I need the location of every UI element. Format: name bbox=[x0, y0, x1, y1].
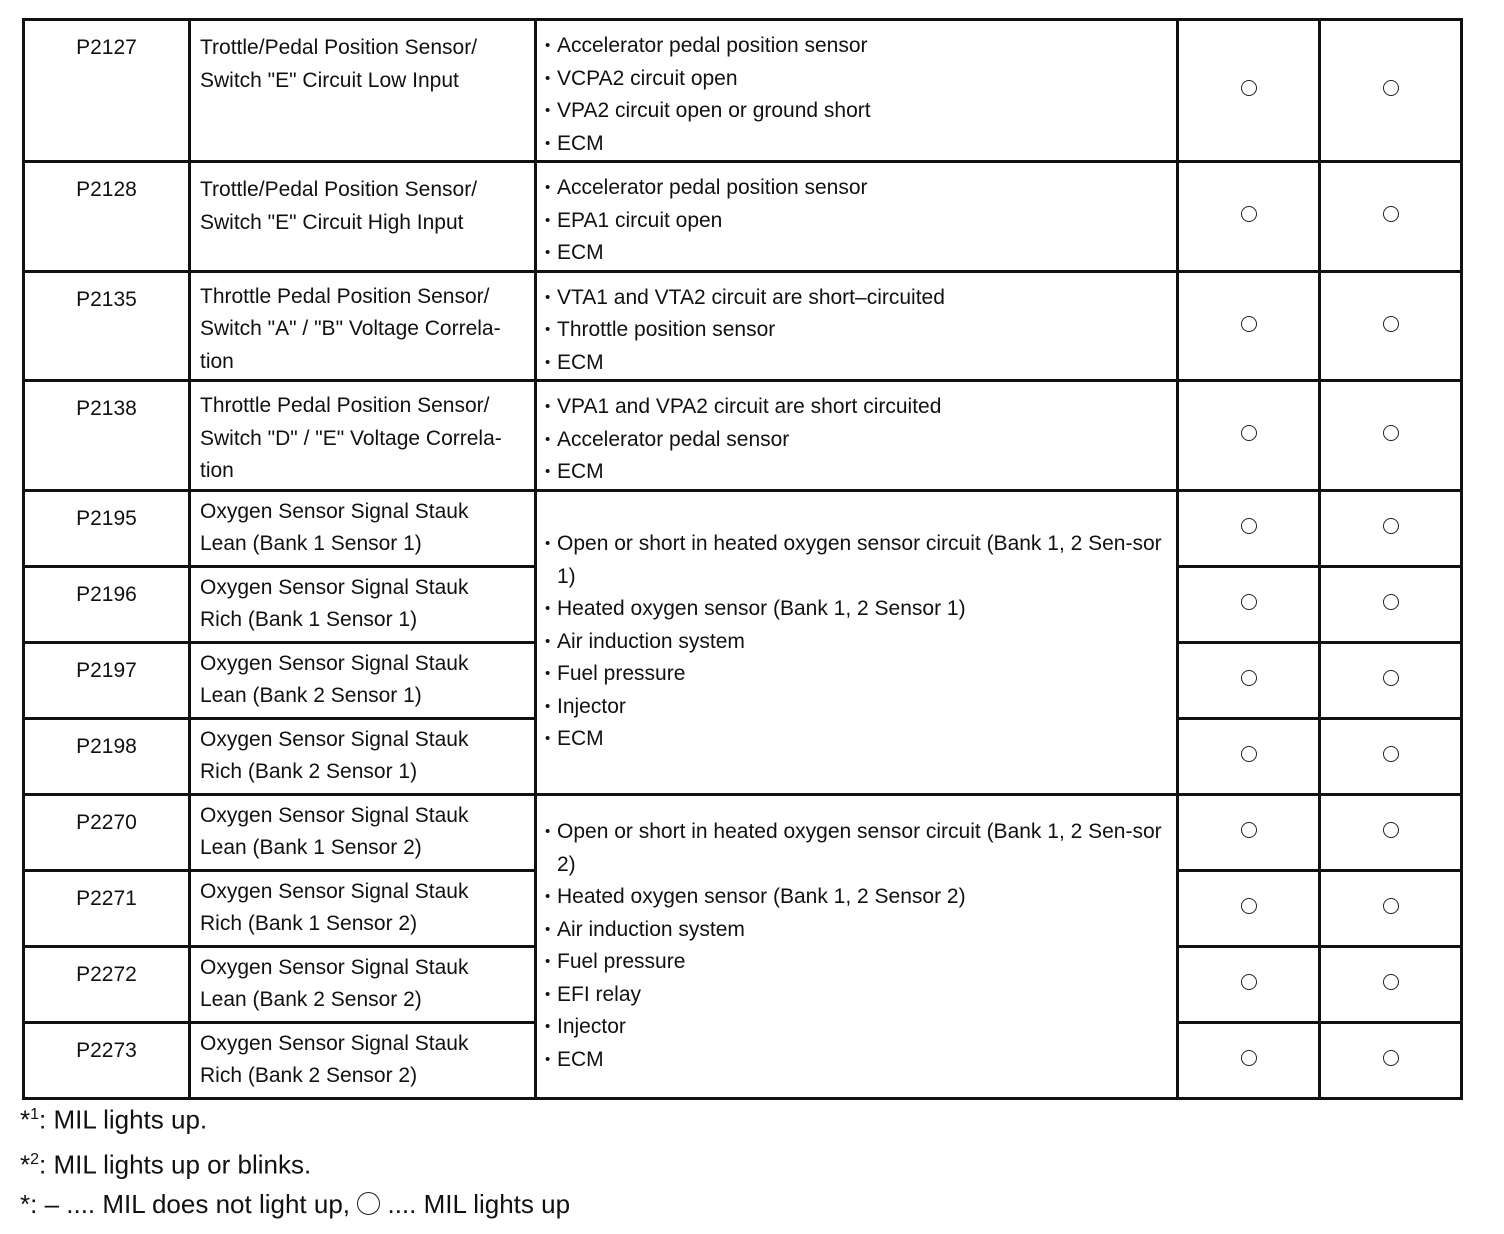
dtc-code: P2273 bbox=[24, 1022, 190, 1098]
mil-circle-icon bbox=[1241, 974, 1257, 990]
mil-circle-icon bbox=[1241, 206, 1257, 222]
mil-circle-icon bbox=[1383, 425, 1399, 441]
trouble-area-item: • VPA1 and VPA2 circuit are short circuited bbox=[545, 391, 1168, 424]
detection-item: Oxygen Sensor Signal Stauk Lean (Bank 1 Sensor 1) bbox=[190, 490, 536, 566]
mil-cell-2 bbox=[1320, 870, 1462, 946]
trouble-area-item: • EFI relay bbox=[545, 979, 1168, 1012]
dtc-code: P2138 bbox=[24, 381, 190, 491]
mil-cell-2 bbox=[1320, 20, 1462, 162]
mil-cell-2 bbox=[1320, 162, 1462, 272]
table-row bbox=[24, 794, 1462, 870]
table-row bbox=[24, 490, 1462, 566]
mil-circle-icon bbox=[1241, 425, 1257, 441]
mil-circle-icon bbox=[1241, 898, 1257, 914]
mil-cell-1 bbox=[1178, 490, 1320, 566]
detection-item: Oxygen Sensor Signal Stauk Rich (Bank 1 Sensor 2) bbox=[190, 870, 536, 946]
table-row bbox=[24, 20, 1462, 162]
table-row bbox=[24, 271, 1462, 381]
trouble-area-item: • Air induction system bbox=[545, 626, 1168, 659]
dtc-code: P2198 bbox=[24, 718, 190, 794]
mil-cell-2 bbox=[1320, 794, 1462, 870]
mil-circle-icon bbox=[1241, 80, 1257, 96]
dtc-code: P2272 bbox=[24, 946, 190, 1022]
mil-circle-icon bbox=[1383, 316, 1399, 332]
trouble-area-item: • Open or short in heated oxygen sensor circuit (Bank 1, 2 Sen-sor 2) bbox=[545, 816, 1168, 881]
trouble-area-item: • Air induction system bbox=[545, 914, 1168, 947]
mil-circle-icon bbox=[1241, 594, 1257, 610]
mil-cell-1 bbox=[1178, 20, 1320, 162]
mil-circle-icon bbox=[1383, 822, 1399, 838]
trouble-area-item: • ECM bbox=[545, 1044, 1168, 1077]
trouble-area-item: • VCPA2 circuit open bbox=[545, 63, 1168, 96]
mil-cell-1 bbox=[1178, 1022, 1320, 1098]
trouble-area-item: • Accelerator pedal position sensor bbox=[545, 30, 1168, 63]
dtc-code: P2271 bbox=[24, 870, 190, 946]
footnote-legend: *: – .... MIL does not light up, .... MIL lights up bbox=[20, 1189, 571, 1220]
dtc-code: P2196 bbox=[24, 566, 190, 642]
detection-item: Oxygen Sensor Signal Stauk Rich (Bank 2 Sensor 2) bbox=[190, 1022, 536, 1098]
trouble-area-item: • Heated oxygen sensor (Bank 1, 2 Sensor 1) bbox=[545, 593, 1168, 626]
mil-circle-icon bbox=[1241, 1050, 1257, 1066]
table-row bbox=[24, 381, 1462, 491]
trouble-area-item: • Injector bbox=[545, 691, 1168, 724]
mil-circle-icon bbox=[1241, 670, 1257, 686]
mil-circle-icon bbox=[1241, 518, 1257, 534]
mil-cell-2 bbox=[1320, 490, 1462, 566]
mil-circle-icon bbox=[1383, 670, 1399, 686]
trouble-area-item: • ECM bbox=[545, 456, 1168, 489]
table-row bbox=[24, 162, 1462, 272]
trouble-area-item: • VPA2 circuit open or ground short bbox=[545, 95, 1168, 128]
mil-circle-icon bbox=[1383, 518, 1399, 534]
trouble-area-item: • Open or short in heated oxygen sensor circuit (Bank 1, 2 Sen-sor 1) bbox=[545, 528, 1168, 593]
mil-circle-icon bbox=[1241, 746, 1257, 762]
dtc-code: P2127 bbox=[24, 20, 190, 162]
footnote-2: *$^2$: MIL lights up or blinks. bbox=[20, 1149, 312, 1180]
mil-cell-2 bbox=[1320, 271, 1462, 381]
mil-cell-2 bbox=[1320, 1022, 1462, 1098]
detection-item: Oxygen Sensor Signal Stauk Lean (Bank 1 Sensor 2) bbox=[190, 794, 536, 870]
mil-circle-icon bbox=[1241, 822, 1257, 838]
trouble-area bbox=[536, 794, 1178, 1098]
mil-cell-2 bbox=[1320, 946, 1462, 1022]
dtc-table bbox=[22, 18, 1463, 1100]
footnotes bbox=[20, 1095, 570, 1224]
mil-circle-icon bbox=[357, 1192, 380, 1215]
detection-item: Throttle Pedal Position Sensor/ Switch "A" / "B" Voltage Correla- tion bbox=[190, 271, 536, 381]
mil-circle-icon bbox=[1383, 206, 1399, 222]
footnote-1: *$^1$: MIL lights up. bbox=[20, 1104, 208, 1135]
trouble-area-item: • ECM bbox=[545, 237, 1168, 270]
trouble-area bbox=[536, 271, 1178, 381]
trouble-area-item: • Accelerator pedal position sensor bbox=[545, 172, 1168, 205]
detection-item: Oxygen Sensor Signal Stauk Rich (Bank 1 Sensor 1) bbox=[190, 566, 536, 642]
mil-cell-1 bbox=[1178, 642, 1320, 718]
trouble-area bbox=[536, 162, 1178, 272]
trouble-area-item: • ECM bbox=[545, 128, 1168, 161]
detection-item: Oxygen Sensor Signal Stauk Lean (Bank 2 Sensor 1) bbox=[190, 642, 536, 718]
dtc-code: P2195 bbox=[24, 490, 190, 566]
mil-circle-icon bbox=[1383, 594, 1399, 610]
mil-cell-1 bbox=[1178, 271, 1320, 381]
detection-item: Trottle/Pedal Position Sensor/ Switch "E" Circuit Low Input bbox=[190, 20, 536, 162]
mil-cell-1 bbox=[1178, 870, 1320, 946]
trouble-area-item: • Fuel pressure bbox=[545, 658, 1168, 691]
dtc-code: P2135 bbox=[24, 271, 190, 381]
dtc-code: P2197 bbox=[24, 642, 190, 718]
dtc-code: P2128 bbox=[24, 162, 190, 272]
trouble-area bbox=[536, 20, 1178, 162]
trouble-area-item: • EPA1 circuit open bbox=[545, 205, 1168, 238]
trouble-area-item: • ECM bbox=[545, 723, 1168, 756]
mil-cell-2 bbox=[1320, 718, 1462, 794]
detection-item: Oxygen Sensor Signal Stauk Lean (Bank 2 Sensor 2) bbox=[190, 946, 536, 1022]
detection-item: Trottle/Pedal Position Sensor/ Switch "E" Circuit High Input bbox=[190, 162, 536, 272]
mil-circle-icon bbox=[1383, 80, 1399, 96]
mil-cell-1 bbox=[1178, 566, 1320, 642]
mil-circle-icon bbox=[1383, 974, 1399, 990]
mil-circle-icon bbox=[1241, 316, 1257, 332]
mil-circle-icon bbox=[1383, 898, 1399, 914]
trouble-area-item: • Injector bbox=[545, 1011, 1168, 1044]
mil-cell-1 bbox=[1178, 162, 1320, 272]
mil-cell-1 bbox=[1178, 946, 1320, 1022]
mil-cell-1 bbox=[1178, 794, 1320, 870]
mil-cell-2 bbox=[1320, 381, 1462, 491]
mil-circle-icon bbox=[1383, 1050, 1399, 1066]
trouble-area bbox=[536, 490, 1178, 794]
trouble-area-item: • Fuel pressure bbox=[545, 946, 1168, 979]
mil-cell-1 bbox=[1178, 381, 1320, 491]
trouble-area-item: • ECM bbox=[545, 347, 1168, 380]
detection-item: Oxygen Sensor Signal Stauk Rich (Bank 2 Sensor 1) bbox=[190, 718, 536, 794]
mil-circle-icon bbox=[1383, 746, 1399, 762]
mil-cell-2 bbox=[1320, 566, 1462, 642]
trouble-area-item: • Throttle position sensor bbox=[545, 314, 1168, 347]
trouble-area-item: • VTA1 and VTA2 circuit are short–circuited bbox=[545, 282, 1168, 315]
detection-item: Throttle Pedal Position Sensor/ Switch "D" / "E" Voltage Correla- tion bbox=[190, 381, 536, 491]
mil-cell-1 bbox=[1178, 718, 1320, 794]
dtc-code: P2270 bbox=[24, 794, 190, 870]
mil-cell-2 bbox=[1320, 642, 1462, 718]
trouble-area-item: • Accelerator pedal sensor bbox=[545, 424, 1168, 457]
trouble-area-item: • Heated oxygen sensor (Bank 1, 2 Sensor 2) bbox=[545, 881, 1168, 914]
trouble-area bbox=[536, 381, 1178, 491]
